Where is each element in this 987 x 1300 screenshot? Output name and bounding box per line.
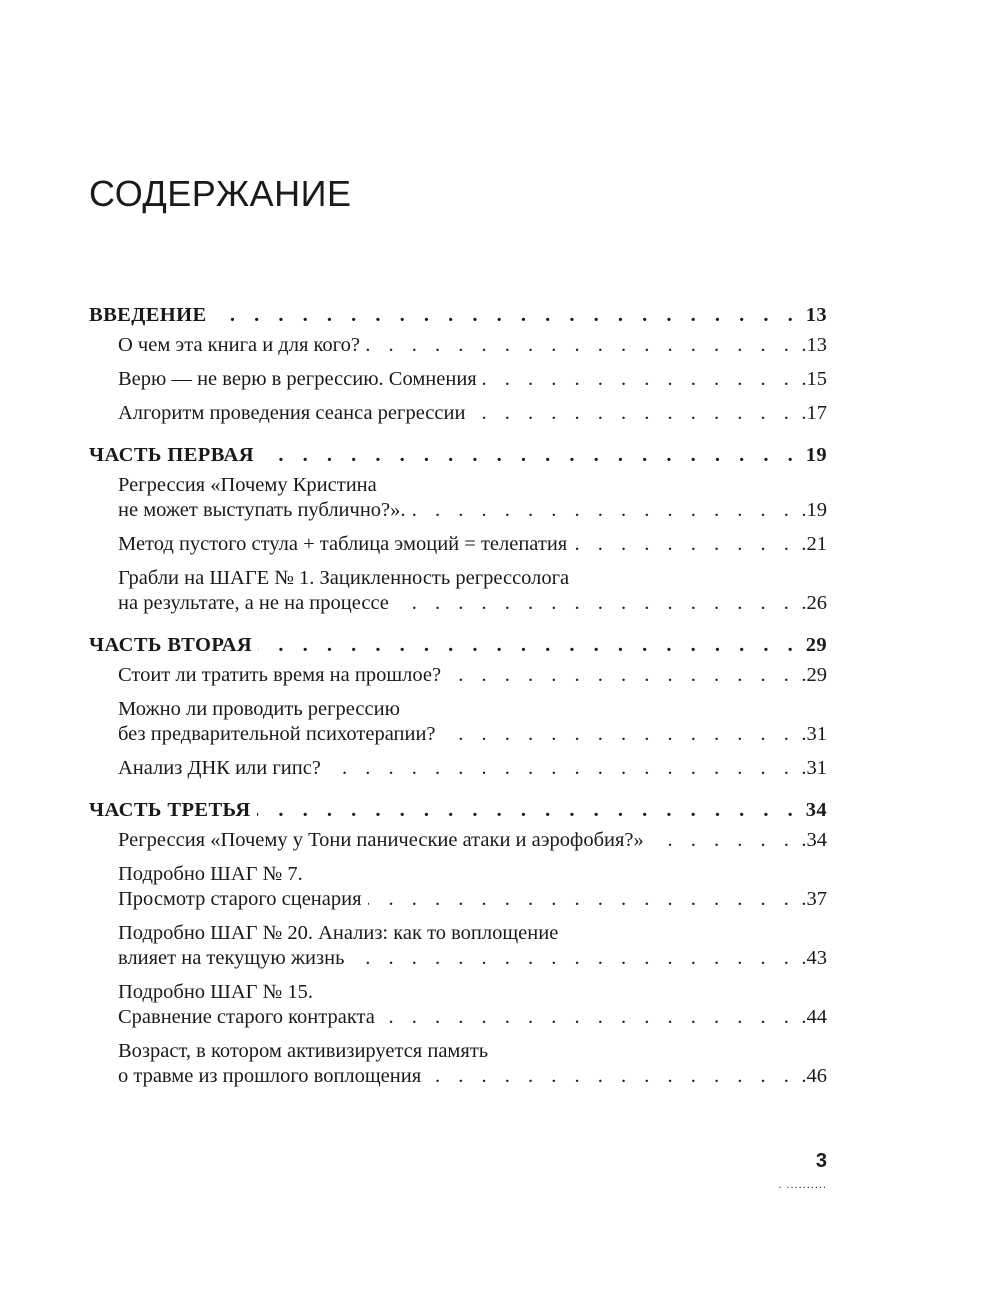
toc-entry[interactable] bbox=[89, 755, 827, 781]
entry-title-line1: Грабли на ШАГЕ № 1. Зацикленность регрессолога bbox=[118, 567, 570, 589]
toc-entry[interactable] bbox=[89, 827, 827, 853]
entry-title: о травме из прошлого воплощения bbox=[118, 1065, 422, 1087]
dot-leader bbox=[573, 531, 795, 557]
entry-title: не может выступать публично?». bbox=[118, 499, 406, 521]
entry-title: Алгоритм проведения сеанса регрессии bbox=[118, 402, 466, 424]
entry-page-number: .31 bbox=[801, 723, 827, 745]
toc-entry[interactable] bbox=[89, 472, 827, 523]
entry-page-number: .13 bbox=[801, 334, 827, 356]
toc-section-introduction bbox=[89, 302, 827, 426]
toc-entry[interactable] bbox=[89, 400, 827, 426]
toc-entry[interactable] bbox=[89, 920, 827, 971]
entry-page-number: .37 bbox=[801, 888, 827, 910]
toc-section-part-two bbox=[89, 632, 827, 781]
entry-title-line1: Подробно ШАГ № 7. bbox=[118, 863, 303, 885]
toc-entry[interactable] bbox=[89, 979, 827, 1030]
entry-title: Верю — не верю в регрессию. Сомнения bbox=[118, 368, 477, 390]
dot-leader bbox=[447, 662, 795, 688]
dot-leader bbox=[381, 1004, 796, 1030]
dot-leader bbox=[213, 302, 800, 328]
toc-entry[interactable] bbox=[89, 531, 827, 557]
entry-title: влияет на текущую жизнь bbox=[118, 947, 345, 969]
entry-page-number: .31 bbox=[801, 757, 827, 779]
section-page-number: 19 bbox=[805, 444, 827, 466]
toc-section-heading[interactable] bbox=[89, 302, 827, 328]
toc-entry[interactable] bbox=[89, 662, 827, 688]
toc-section-heading[interactable] bbox=[89, 797, 827, 823]
page-title: СОДЕРЖАНИЕ bbox=[89, 173, 352, 214]
dot-leader bbox=[368, 886, 796, 912]
entry-page-number: .21 bbox=[801, 533, 827, 555]
entry-title: без предварительной психотерапии? bbox=[118, 723, 436, 745]
toc-section-heading[interactable] bbox=[89, 632, 827, 658]
toc-section-part-three bbox=[89, 797, 827, 1089]
dot-leader bbox=[260, 442, 800, 468]
toc-section-heading[interactable] bbox=[89, 442, 827, 468]
section-page-number: 13 bbox=[805, 304, 827, 326]
entry-page-number: .44 bbox=[801, 1006, 827, 1028]
entry-title-line1: Возраст, в котором активизируется память bbox=[118, 1040, 489, 1062]
entry-title-line1: Регрессия «Почему Кристина bbox=[118, 474, 377, 496]
section-title: ЧАСТЬ ПЕРВАЯ bbox=[89, 444, 254, 466]
dot-leader bbox=[471, 400, 795, 426]
dot-leader bbox=[442, 721, 796, 747]
entry-page-number: .26 bbox=[801, 592, 827, 614]
dot-leader bbox=[327, 755, 795, 781]
table-of-contents bbox=[89, 302, 827, 1105]
entry-title: О чем эта книга и для кого? bbox=[118, 334, 360, 356]
entry-title-line1: Можно ли проводить регрессию bbox=[118, 698, 400, 720]
toc-entry[interactable] bbox=[89, 1038, 827, 1089]
section-title: ЧАСТЬ ВТОРАЯ bbox=[89, 634, 253, 656]
section-page-number: 29 bbox=[805, 634, 827, 656]
dot-leader bbox=[483, 366, 796, 392]
dot-leader bbox=[395, 590, 795, 616]
entry-page-number: .29 bbox=[801, 664, 827, 686]
entry-page-number: .19 bbox=[801, 499, 827, 521]
dot-leader bbox=[412, 497, 796, 523]
toc-entry[interactable] bbox=[89, 332, 827, 358]
entry-page-number: .17 bbox=[801, 402, 827, 424]
dot-leader bbox=[257, 797, 800, 823]
footer-ornament: . .......... bbox=[778, 1179, 827, 1191]
section-title: ВВЕДЕНИЕ bbox=[89, 304, 207, 326]
entry-title: Сравнение старого контракта bbox=[118, 1006, 375, 1028]
page-number: 3 bbox=[815, 1150, 827, 1172]
entry-page-number: .34 bbox=[801, 829, 827, 851]
dot-leader bbox=[258, 632, 800, 658]
entry-title-line1: Подробно ШАГ № 20. Анализ: как то воплощение bbox=[118, 922, 559, 944]
toc-entry[interactable] bbox=[89, 565, 827, 616]
dot-leader bbox=[350, 945, 795, 971]
toc-entry[interactable] bbox=[89, 861, 827, 912]
entry-title: на результате, а не на процессе bbox=[118, 592, 389, 614]
dot-leader bbox=[427, 1063, 795, 1089]
toc-section-part-one bbox=[89, 442, 827, 616]
entry-title: Анализ ДНК или гипс? bbox=[118, 757, 321, 779]
entry-page-number: .46 bbox=[801, 1065, 827, 1087]
entry-title: Просмотр старого сценария bbox=[118, 888, 362, 910]
dot-leader bbox=[366, 332, 795, 358]
entry-title: Метод пустого стула + таблица эмоций = телепатия bbox=[118, 533, 568, 555]
entry-title: Регрессия «Почему у Тони панические атаки и аэрофобия?» bbox=[118, 829, 644, 851]
entry-page-number: .15 bbox=[801, 368, 827, 390]
toc-entry[interactable] bbox=[89, 696, 827, 747]
section-page-number: 34 bbox=[805, 799, 827, 821]
entry-title-line1: Подробно ШАГ № 15. bbox=[118, 981, 313, 1003]
toc-entry[interactable] bbox=[89, 366, 827, 392]
dot-leader bbox=[650, 827, 796, 853]
entry-title: Стоит ли тратить время на прошлое? bbox=[118, 664, 442, 686]
entry-page-number: .43 bbox=[801, 947, 827, 969]
section-title: ЧАСТЬ ТРЕТЬЯ bbox=[89, 799, 251, 821]
